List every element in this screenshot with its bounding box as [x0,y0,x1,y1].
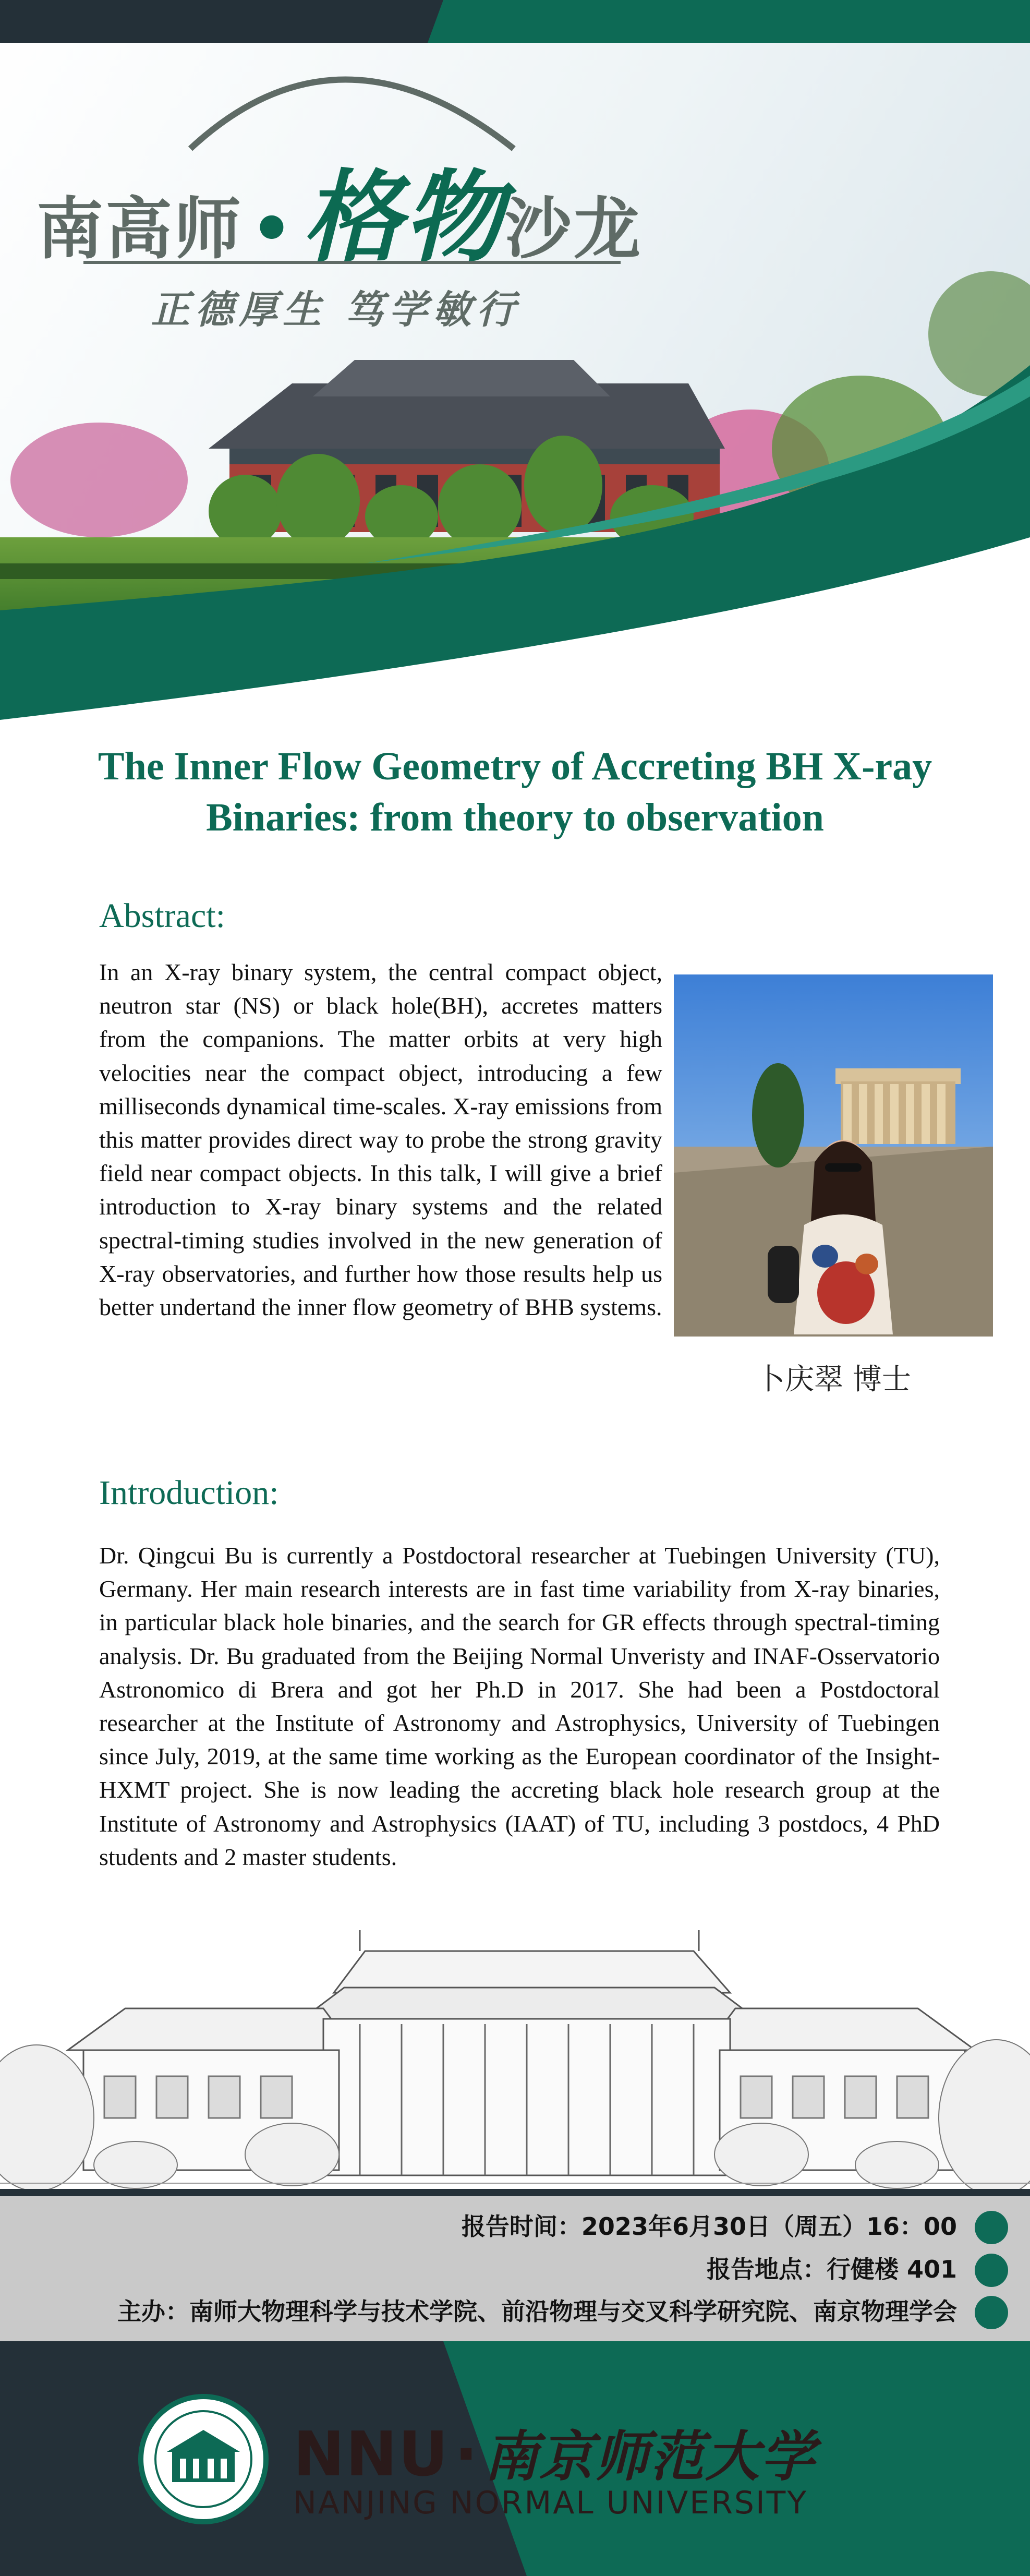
building-sketch [0,1920,1030,2189]
event-host: 主办：南师大物理科学与技术学院、前沿物理与交叉科学研究院、南京物理学会 [117,2297,957,2326]
event-time: 报告时间：2023年6月30日（周五）16：00 [461,2212,957,2241]
series-title [37,138,643,281]
talk-title-line1: The Inner Flow Geometry of Accreting BH X-ray [98,744,932,788]
header-banner [0,0,1030,720]
event-info-bar [0,2189,1030,2341]
talk-title-line2: Binaries: from theory to observation [206,796,824,839]
abstract-text: In an X-ray binary system, the central compact object, neutron star (NS) or black hole(BH), accretes matters from the companions. The matter orbits at very high velocities near the compact object, introducing a few milliseconds dynamical time-scales. X-ray emissions from this matter provides direct way to probe the strong gravity field near compact objects. In this talk, I will give a brief introduction to X-ray binary systems and the related spectral-timing studies involved in the new generation of X-ray observatories, and further how those results help us better undertand the inner flow geometry of BHB systems. [99,959,662,1321]
bullet-dot-icon [975,2254,1008,2287]
logotype-dot: · [454,2418,479,2490]
header-background [0,0,1030,720]
series-suffix: 沙龙 [504,190,643,268]
series-main: 格物 [302,159,505,275]
talk-title [0,741,1030,843]
series-prefix: 南高师 [37,190,244,268]
info-bar-top-stripe [0,2189,1030,2196]
speaker-caption: 卜庆翠 博士 [756,1363,911,1397]
event-place: 报告地点：行健楼 401 [706,2255,957,2283]
footer [0,2341,1030,2576]
university-name-en: NANJING NORMAL UNIVERSITY [293,2485,808,2521]
university-logotype [293,2413,816,2491]
university-abbr: NNU [293,2418,450,2490]
motto: 正德厚生 笃学敏行 [151,287,520,332]
speaker-photo [674,974,993,1337]
introduction-heading: Introduction: [99,1474,279,1512]
series-dot: • [250,190,295,268]
bullet-dot-icon [975,2296,1008,2329]
abstract-heading: Abstract: [99,897,225,935]
bullet-dot-icon [975,2211,1008,2244]
introduction-text: Dr. Qingcui Bu is currently a Postdoctoral researcher at Tuebingen University (TU), Germany. Her main research interests are in fast time variability from X-ray binaries, in particular black hole binaries, and the search for GR effects through spectral-timing analysis. Dr. Bu graduated from the Beijing Normal Unveristy and INAF-Osservatorio Astronomico di Brera and got her Ph.D in 2017. She had been a Postdoctoral researcher at the Institute of Astronomy and Astrophysics, University of Tuebingen since July, 2019, at the same time working as the European coordinator of the Insight-HXMT project. She is now leading the accreting black hole research group at the Institute of Astronomy and Astrophysics (IAAT) of TU, including 3 postdocs, 4 PhD students and 2 master students. [99,1542,940,1870]
university-name-cn: 南京师范大学 [484,2424,816,2488]
